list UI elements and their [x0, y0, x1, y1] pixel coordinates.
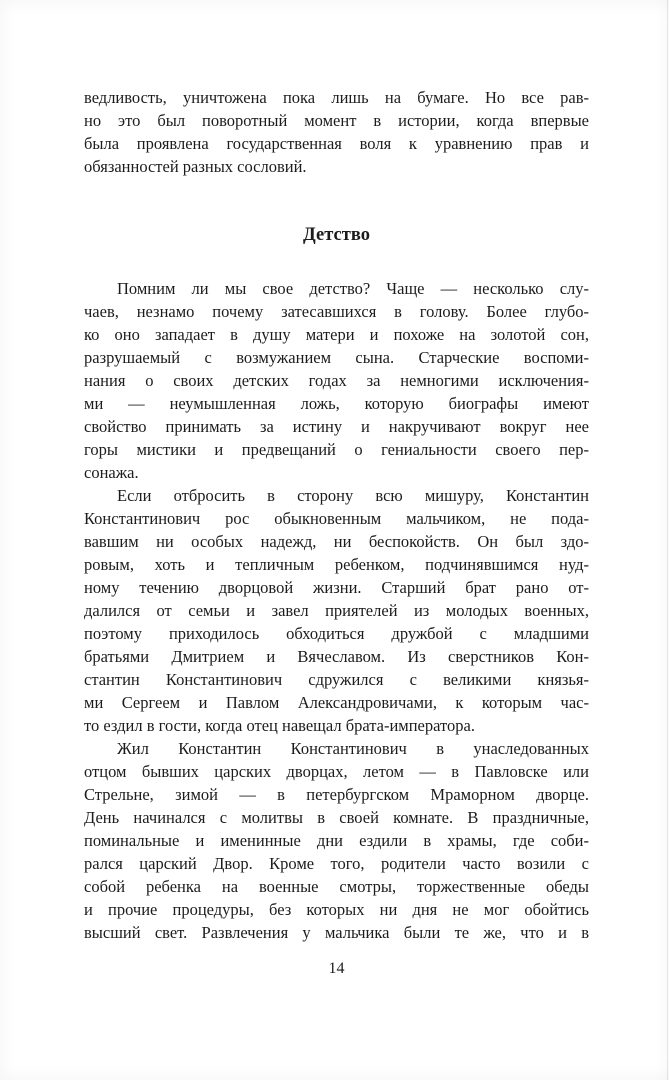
text-line: поэтому приходилось обходиться дружбой с младшими	[84, 624, 589, 643]
text-line: далился от семьи и завел приятелей из молодых военных,	[84, 601, 589, 620]
text-line: поминальные и именинные дни ездили в храмы, где соби-	[84, 831, 589, 850]
text-line: братьями Дмитрием и Вячеславом. Из сверстников Кон-	[84, 647, 589, 666]
text-line: обязанностей разных сословий.	[84, 157, 307, 176]
text-line: то ездил в гости, когда отец навещал брата-императора.	[84, 716, 475, 735]
text-line: но это был поворотный момент в истории, когда впервые	[84, 111, 589, 130]
text-line: вавшим ни особых надежд, ни беспокойств. Он был здо-	[84, 532, 589, 551]
page-text-block	[84, 86, 589, 980]
text-line: ми — неумышленная ложь, которую биографы имеют	[84, 394, 589, 413]
text-line: нания о своих детских годах за немногими исключения-	[84, 371, 589, 390]
text-line: Константинович рос обыкновенным мальчиком, не пода-	[84, 509, 589, 528]
text-line: Жил Константин Константинович в унаследованных	[117, 739, 589, 758]
paragraph	[84, 737, 589, 944]
text-line: высший свет. Развлечения у мальчика были те же, что и в	[84, 923, 589, 942]
paragraph-continuation	[84, 86, 589, 178]
text-line: горы мистики и предвещаний о гениальности своего пер-	[84, 440, 589, 459]
text-line: чаев, незнамо почему затесавшихся в голову. Более глубо-	[84, 302, 589, 321]
text-line: ному течению дворцовой жизни. Старший брат рано от-	[84, 578, 589, 597]
chapter-heading: Детство	[303, 225, 370, 245]
text-line: ми Сергеем и Павлом Александровичами, к которым час-	[84, 693, 589, 712]
text-line: свойство принимать за истину и накручивают вокруг нее	[84, 417, 589, 436]
text-line: ведливость, уничтожена пока лишь на бумаге. Но все рав-	[84, 88, 589, 107]
paragraph	[84, 277, 589, 484]
text-line: ровым, хоть и тепличным ребенком, подчинявшимся нуд-	[84, 555, 589, 574]
text-line: День начинался с молитвы в своей комнате. В праздничные,	[84, 808, 589, 827]
text-line: ко оно западает в душу матери и похоже на золотой сон,	[84, 325, 589, 344]
text-line: разрушаемый с возмужанием сына. Старческие воспоми-	[84, 348, 589, 367]
text-line: рался царский Двор. Кроме того, родители часто возили с	[84, 854, 589, 873]
text-line: отцом бывших царских дворцах, летом — в Павловске или	[84, 762, 589, 781]
scan-edge-artifact	[667, 0, 668, 1080]
text-line: собой ребенка на военные смотры, торжественные обеды	[84, 877, 589, 896]
text-line: Помним ли мы свое детство? Чаще — несколько слу-	[117, 279, 589, 298]
text-line: сонажа.	[84, 463, 139, 482]
page-number: 14	[328, 960, 345, 977]
text-line: Стрельне, зимой — в петербургском Мраморном дворце.	[84, 785, 589, 804]
text-line: Если отбросить в сторону всю мишуру, Константин	[117, 486, 589, 505]
text-line: и прочие процедуры, без которых ни дня не мог обойтись	[84, 900, 589, 919]
text-line: была проявлена государственная воля к уравнению прав и	[84, 134, 589, 153]
paragraph	[84, 484, 589, 737]
text-line: стантин Константинович сдружился с великими князья-	[84, 670, 589, 689]
